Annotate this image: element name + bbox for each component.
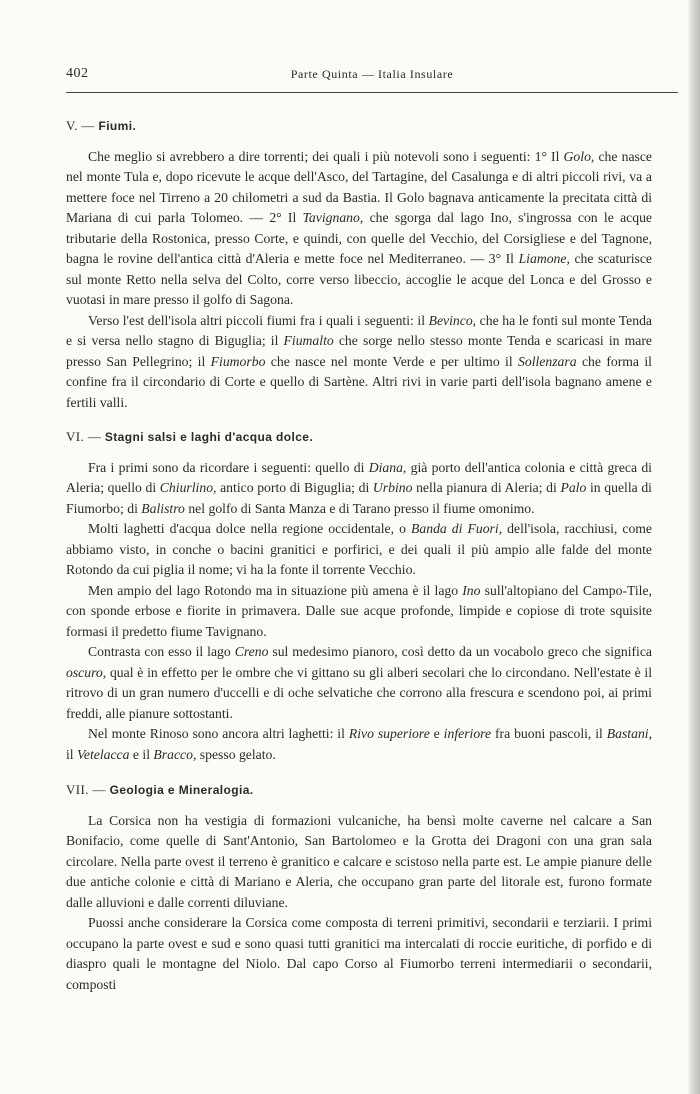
text-run: , il bbox=[66, 726, 653, 762]
page-edge-shadow bbox=[688, 0, 700, 1094]
section-numeral: V. — bbox=[66, 118, 95, 133]
text-run: Nel monte Rinoso sono ancora altri laghetti: il bbox=[88, 726, 349, 741]
italic-term: Rivo superiore bbox=[348, 726, 430, 741]
italic-term: oscuro bbox=[66, 664, 103, 680]
text-run: che nasce nel monte Verde e per ultimo il bbox=[265, 353, 519, 369]
paragraph bbox=[66, 147, 652, 311]
text-run: Contrasta con esso il lago bbox=[88, 644, 235, 659]
section-title: Geologia e Mineralogia. bbox=[109, 783, 254, 797]
italic-term: Creno bbox=[234, 644, 269, 659]
text-run: nel golfo di Santa Manza e di Tarano presso il fiume omonimo. bbox=[184, 500, 535, 516]
text-run: in quella di Fiumorbo; di bbox=[66, 480, 652, 516]
page-header bbox=[66, 66, 678, 88]
text-run: Fra i primi sono da ricordare i seguenti: quello di bbox=[88, 459, 369, 475]
text-run: , che ha le fonti sul monte Tenda e si versa nello stagno di Biguglia; il bbox=[66, 312, 652, 348]
text-run: , spesso gelato. bbox=[192, 746, 276, 762]
italic-term: Bastani bbox=[606, 726, 649, 741]
italic-term: Urbino bbox=[372, 480, 413, 495]
text-run: che sorge nello stesso monte Tenda e scaricasi in mare presso San Pellegrino; il bbox=[66, 333, 652, 369]
paragraph bbox=[66, 519, 652, 581]
paragraph bbox=[66, 581, 652, 643]
page-body bbox=[66, 116, 652, 995]
text-run: e il bbox=[129, 746, 154, 762]
section-title: Fiumi. bbox=[98, 119, 137, 133]
paragraph: Puossi anche considerare la Corsica come composta di terreni primitivi, secondarii e terziarii. I primi occupano la parte ovest e sud e sono quasi tutti granitici ma intercalati di roccie euritiche, di porfido e di diaspro quali le montagne del Niolo. Dal capo Corso al Fiumorbo terreni intermediarii o secondarii, composti bbox=[66, 915, 652, 992]
text-run: , già porto dell'antica colonia e città greca di Aleria; quello di bbox=[66, 459, 652, 495]
text-run: , antico porto di Biguglia; di bbox=[213, 480, 373, 495]
text-run: , che sgorga dal lago Ino, s'ingrossa con le acque tributarie della Rostonica, presso Corte, e quindi, con quelle del Vecchio, del Corsigliese e del Tagnone, bagna le rovine dell'antica città d'Aleria e mette foce nel Mediterraneo. — 3° Il bbox=[66, 210, 652, 266]
text-run: e bbox=[429, 726, 444, 741]
italic-term: Diana bbox=[368, 459, 403, 475]
text-run: nella pianura di Aleria; di bbox=[412, 480, 561, 495]
text-run: Molti laghetti d'acqua dolce nella regione occidentale, o bbox=[88, 521, 412, 536]
italic-term: Palo bbox=[560, 480, 587, 495]
text-run: Men ampio del lago Rotondo ma in situazione più amena è il lago bbox=[88, 582, 463, 598]
section-heading-stagni bbox=[66, 427, 652, 448]
text-run: , che scaturisce sul monte Retto nella selva del Colto, corre verso libeccio, accoglie le acque del Lonca e del Grosso e vuotasi in mare presso il golfo di Sagona. bbox=[66, 251, 652, 307]
text-run: sull'altopiano del Campo-Tile, con sponde erbose e fiorite in primavera. Dalle sue acque profonde, limpide e copiose di trote squisite formasi il predetto fiume Tavignano. bbox=[66, 582, 652, 639]
italic-term: Fiumalto bbox=[283, 333, 334, 348]
italic-term: Tavignano bbox=[302, 210, 360, 225]
paragraph bbox=[66, 458, 652, 520]
text-run: fra buoni pascoli, il bbox=[491, 726, 607, 741]
section-numeral: VI. — bbox=[66, 429, 102, 444]
section-numeral: VII. — bbox=[66, 782, 106, 797]
paragraph bbox=[66, 311, 652, 414]
italic-term: Liamone bbox=[518, 251, 567, 266]
italic-term: Ino bbox=[462, 582, 481, 598]
section-heading-fiumi bbox=[66, 116, 652, 137]
paragraph: La Corsica non ha vestigia di formazioni vulcaniche, ha bensì molte caverne nel calcare a San Bonifacio, come quelle di Sant'Antonio, San Bartolomeo e la Grotta dei Dragoni con una gran sala circolare. Nella parte ovest il terreno è granitico e calcare e scistoso nella parte est. Le ampie pianure delle due antiche colonie e città di Mariano e Aleria, che occupano gran parte del litorale est, furono formate dalle alluvioni e dalle correnti diluviane. bbox=[66, 812, 652, 910]
italic-term: Vetelacca bbox=[77, 746, 130, 762]
italic-term: Sollenzara bbox=[518, 353, 577, 369]
text-run: che forma il confine fra il circondario di Corte e quello di Sartène. Altri rivi in varie parti dell'isola bagnano amene e fertili valli. bbox=[66, 353, 652, 410]
italic-term: inferiore bbox=[443, 726, 492, 741]
running-head: Parte Quinta — Italia Insulare bbox=[290, 67, 454, 81]
header-rule bbox=[66, 92, 678, 93]
italic-term: Bevinco bbox=[428, 312, 473, 328]
italic-term: Balistro bbox=[141, 500, 185, 516]
italic-term: Bracco bbox=[153, 746, 193, 762]
text-run: , qual è in effetto per le ombre che vi gittano su gli alberi secolari che lo circondano. Nell'estate è il ritrovo di un gran numero d'uccelli e di oche selvatiche che corrono alla frescura e scendono poi, ai primi freddi, alle pianure sottostanti. bbox=[66, 664, 652, 721]
section-title: Stagni salsi e laghi d'acqua dolce. bbox=[104, 430, 314, 444]
italic-term: Fiumorbo bbox=[210, 353, 266, 369]
text-run: Verso l'est dell'isola altri piccoli fiumi fra i quali i seguenti: il bbox=[88, 312, 429, 328]
paragraph bbox=[66, 642, 652, 724]
italic-term: Banda di Fuori bbox=[411, 521, 499, 536]
page-number: 402 bbox=[66, 66, 89, 81]
paragraph bbox=[66, 724, 652, 765]
italic-term: Chiurlino bbox=[159, 480, 214, 495]
text-run: sul medesimo pianoro, così detto da un vocabolo greco che significa bbox=[268, 644, 653, 659]
text-run: Che meglio si avrebbero a dire torrenti; dei quali i più notevoli sono i seguenti: 1° Il bbox=[88, 148, 564, 164]
italic-term: Golo bbox=[563, 148, 591, 164]
text-run: , dell'isola, racchiusi, come abbiamo visto, in conche o bacini granitici e porfirici, e dei quali il più ampio alle falde del monte Rotondo da cui piglia il nome; vi ha la fonte il torrente Vecchio. bbox=[66, 521, 653, 577]
text-run: , che nasce nel monte Tula e, dopo ricevute le acque dell'Asco, del Tartagine, del Casalunga e di altri piccoli rivi, va a mettere foce nel Tirreno a 20 chilometri a sud da Bastia. Il Golo bagnava anticamente la precitata città di Mariana di cui parla Tolomeo. — 2° Il bbox=[66, 148, 652, 225]
section-heading-geologia bbox=[66, 780, 652, 801]
